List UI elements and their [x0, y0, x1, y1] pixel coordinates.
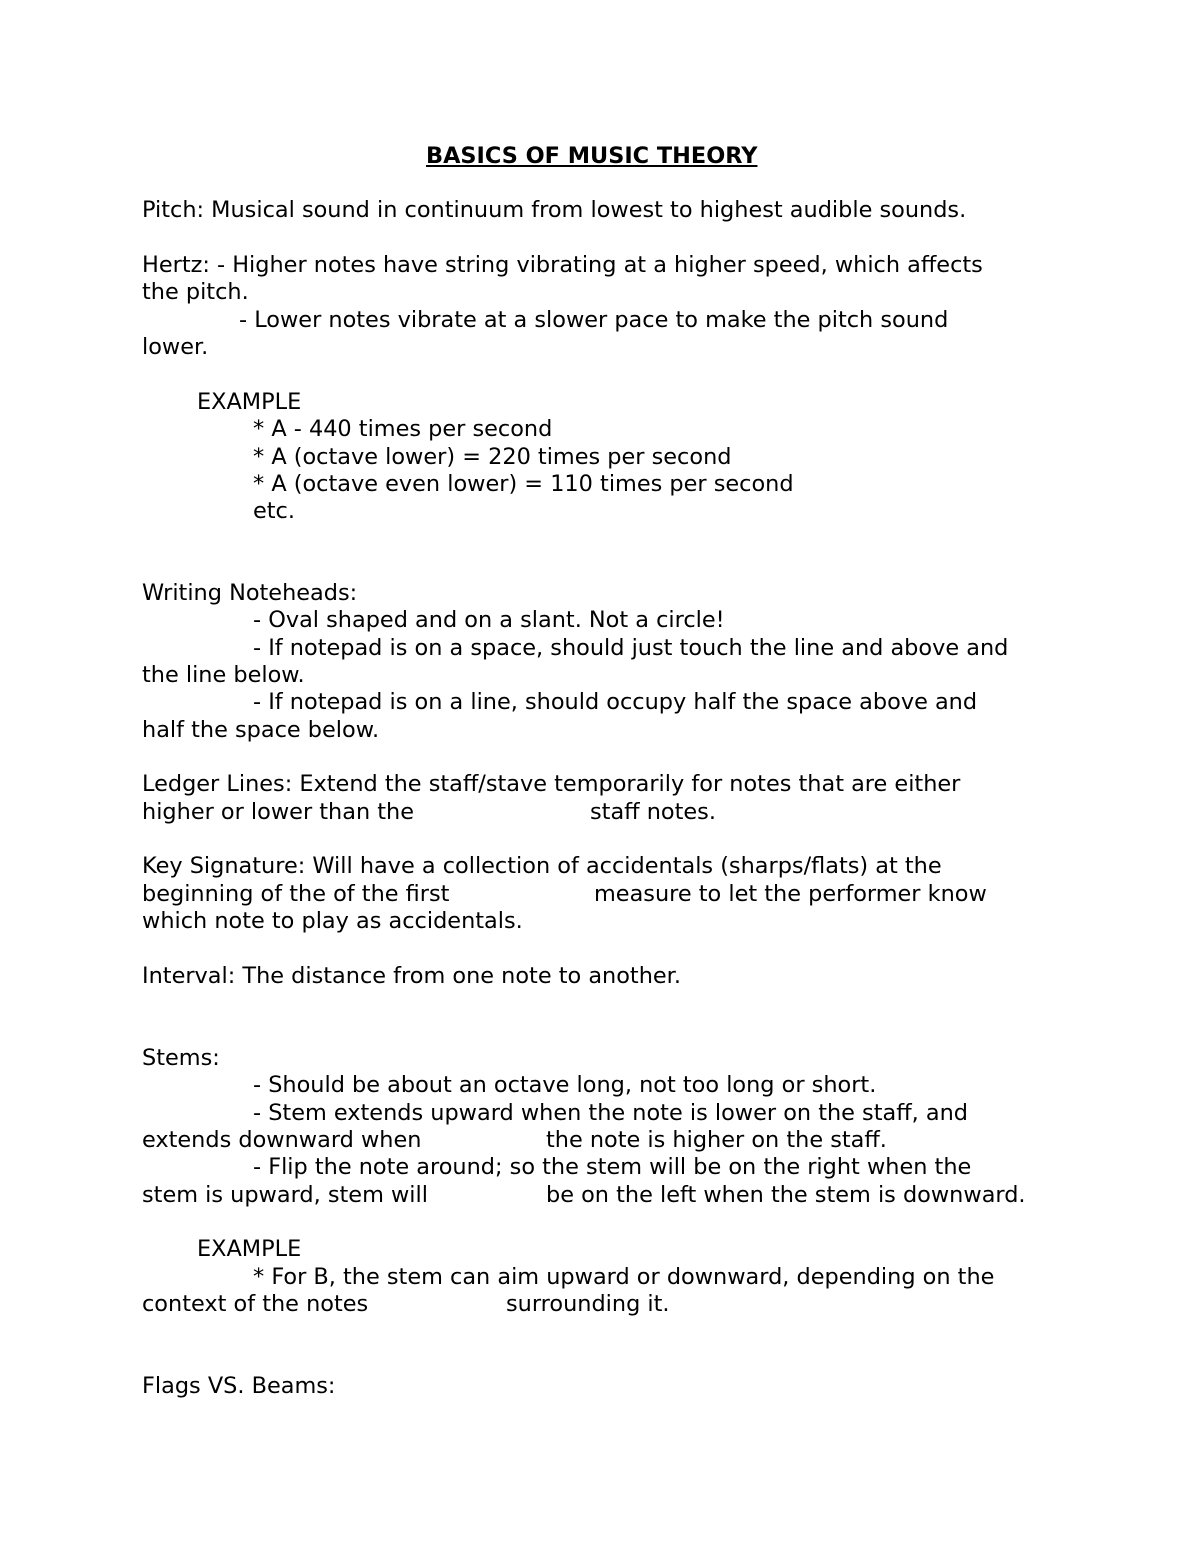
noteheads-line: - If notepad is on a line, should occupy half the space above and: [253, 689, 978, 715]
stems-line-1: - Should be about an octave long, not too long or short.: [253, 1072, 877, 1098]
stems-line-5a: stem is upward, stem will: [142, 1182, 428, 1208]
example-item: * A (octave even lower) = 110 times per second: [253, 471, 794, 497]
example-item: * For B, the stem can aim upward or downward, depending on the: [253, 1264, 995, 1290]
stems-line-5b: be on the left when the stem is downward.: [546, 1182, 1026, 1208]
hertz-line-4: lower.: [142, 334, 209, 360]
noteheads-line: - If notepad is on a space, should just touch the line and above and: [253, 635, 1009, 661]
ledger-line-2b: staff notes.: [590, 799, 716, 825]
example-item: context of the notes: [142, 1291, 369, 1317]
hertz-line-2: the pitch.: [142, 279, 249, 305]
pitch-definition: Pitch: Musical sound in continuum from lowest to highest audible sounds.: [142, 197, 967, 223]
hertz-line-1: Hertz: - Higher notes have string vibrating at a higher speed, which affects: [142, 252, 983, 278]
hertz-line-3: - Lower notes vibrate at a slower pace to make the pitch sound: [239, 307, 949, 333]
stems-line-2: - Stem extends upward when the note is lower on the staff, and: [253, 1100, 969, 1126]
noteheads-line: - Oval shaped and on a slant. Not a circle!: [253, 607, 725, 633]
ledger-line-1: Ledger Lines: Extend the staff/stave temporarily for notes that are either: [142, 771, 961, 797]
example-label: EXAMPLE: [197, 389, 302, 415]
noteheads-heading: Writing Noteheads:: [142, 580, 358, 606]
document-title: BASICS OF MUSIC THEORY: [426, 143, 758, 169]
key-signature-line-3: which note to play as accidentals.: [142, 908, 523, 934]
example-item: * A - 440 times per second: [253, 416, 553, 442]
noteheads-line: the line below.: [142, 662, 305, 688]
interval-definition: Interval: The distance from one note to another.: [142, 963, 681, 989]
stems-heading: Stems:: [142, 1045, 220, 1071]
stems-line-3a: extends downward when: [142, 1127, 422, 1153]
key-signature-line-2a: beginning of the of the first: [142, 881, 450, 907]
example-item: * A (octave lower) = 220 times per second: [253, 444, 732, 470]
example-item: etc.: [253, 498, 295, 524]
stems-line-4: - Flip the note around; so the stem will be on the right when the: [253, 1154, 972, 1180]
ledger-line-2a: higher or lower than the: [142, 799, 415, 825]
stems-line-3b: the note is higher on the staff.: [546, 1127, 887, 1153]
example-label: EXAMPLE: [197, 1236, 302, 1262]
example-item: surrounding it.: [506, 1291, 670, 1317]
key-signature-line-2b: measure to let the performer know: [594, 881, 987, 907]
flags-heading: Flags VS. Beams:: [142, 1373, 336, 1399]
noteheads-line: half the space below.: [142, 717, 380, 743]
key-signature-line-1: Key Signature: Will have a collection of accidentals (sharps/flats) at the: [142, 853, 942, 879]
